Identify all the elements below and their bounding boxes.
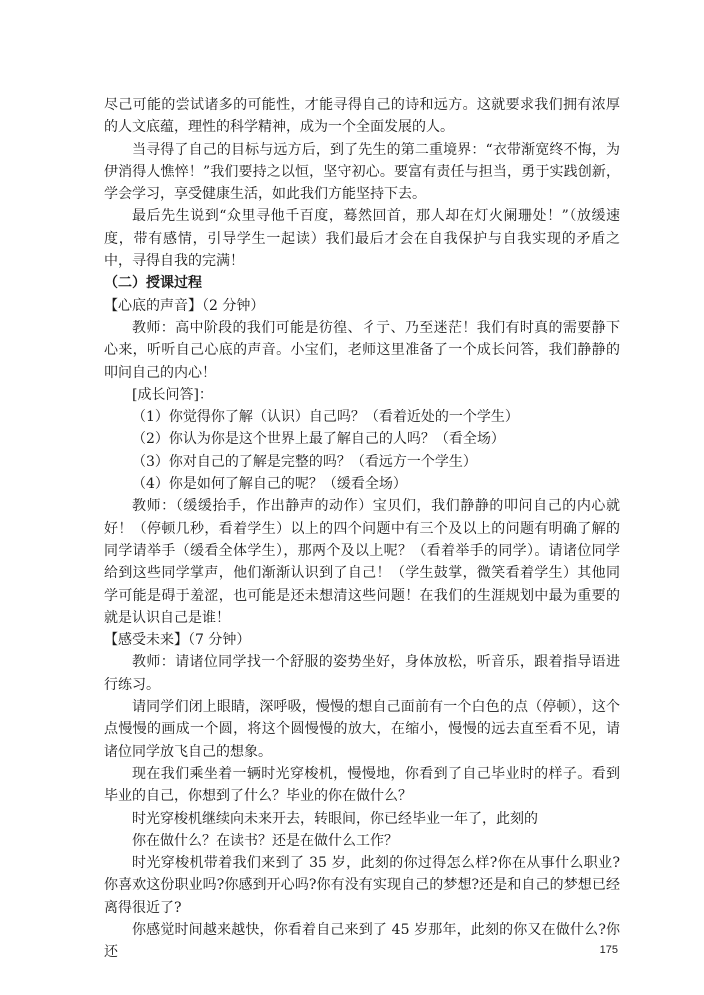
paragraph-teacher-reflection: 教师：（缓缓抬手，作出静声的动作）宝贝们，我们静静的叩问自己的内心就好！（停顿几秒，看着学生）以上的四个问题中有三个及以上的问题有明确了解的同学请举手（缓看全体学生），那两个及以上呢？（看着举手的同学）。请诸位同学给到这些同学掌声，他们渐渐认识到了自己！（学生鼓掌，微笑看着学生）其他同学可能是碍于羞涩，也可能是还未想清这些问题！在我们的生涯规划中最为重要的就是认识自己是谁！ <box>104 498 620 626</box>
label-growth-qa: [成长问答]： <box>132 386 213 403</box>
question-item-3: （3）你对自己的了解是完整的吗？（看远方一个学生） <box>132 453 477 470</box>
paragraph-intro-continuation: 尽己可能的尝试诸多的可能性，才能寻得自己的诗和远方。这就要求我们拥有浓厚的人文底蕴，理性的科学精神，成为一个全面发展的人。 <box>104 97 620 136</box>
question-item-2: （2）你认为你是这个世界上最了解自己的人吗？（看全场） <box>132 431 505 448</box>
section-title-teaching-process: （二）授课过程 <box>104 275 202 292</box>
paragraph-teacher-instruction: 教师：请诸位同学找一个舒服的姿势坐好，身体放松，听音乐，跟着指导语进行练习。 <box>104 654 620 693</box>
page-number: 175 <box>599 944 618 956</box>
paragraph-time-machine-graduation: 现在我们乘坐着一辆时光穿梭机，慢慢地，你看到了自己毕业时的样子。看到毕业的自己，你想到了什么？毕业的你在做什么？ <box>104 765 620 805</box>
paragraph-second-realm: 当寻得了自己的目标与远方后，到了先生的第二重境界：“衣带渐宽终不悔，为伊消得人憔悴！”我们要持之以恒，坚守初心。要富有责任与担当，勇于实践创新，学会学习，享受健康生活，如此我们方能坚持下去。 <box>104 141 620 203</box>
paragraph-age-35: 时光穿梭机带着我们来到了 35 岁，此刻的你过得怎么样?你在从事什么职业?你喜欢这份职业吗?你感到开心吗?你有没有实现自己的梦想?还是和自己的梦想已经离得很近了? <box>104 855 620 916</box>
paragraph-what-doing: 你在做什么？在读书？还是在做什么工作？ <box>132 832 398 849</box>
paragraph-final-realm: 最后先生说到“众里寻他千百度，蓦然回首，那人却在灯火阑珊处！”（放缓速度，带有感情，引导学生一起读）我们最后才会在自我保护与自我实现的矛盾之中，寻得自我的完满！ <box>104 208 620 270</box>
paragraph-teacher-inner-voice: 教师：高中阶段的我们可能是彷徨、彳亍、乃至迷茫！我们有时真的需要静下心来，听听自己心底的声音。小宝们，老师这里准备了一个成长问答，我们静静的叩问自己的内心！ <box>104 319 620 381</box>
paragraph-visualization: 请同学们闭上眼睛，深呼吸，慢慢的想自己面前有一个白色的点（停顿），这个点慢慢的画成一个圆，将这个圆慢慢的放大，在缩小，慢慢的远去直至看不见，请诸位同学放飞自己的想象。 <box>104 699 620 760</box>
paragraph-age-45: 你感觉时间越来越快，你看着自己来到了 45 岁那年，此刻的你又在做什么?你还 <box>104 921 620 961</box>
subheading-inner-voice: 【心底的声音】（2 分钟） <box>104 297 265 314</box>
question-item-4: （4）你是如何了解自己的呢？（缓看全场） <box>132 476 407 493</box>
paragraph-one-year-after: 时光穿梭机继续向未来开去，转眼间，你已经毕业一年了，此刻的 <box>132 810 538 827</box>
document-body <box>104 94 620 964</box>
subheading-feel-future: 【感受未来】（7 分钟） <box>104 632 251 649</box>
question-item-1: （1）你觉得你了解（认识）自己吗？（看着近处的一个学生） <box>132 409 519 426</box>
